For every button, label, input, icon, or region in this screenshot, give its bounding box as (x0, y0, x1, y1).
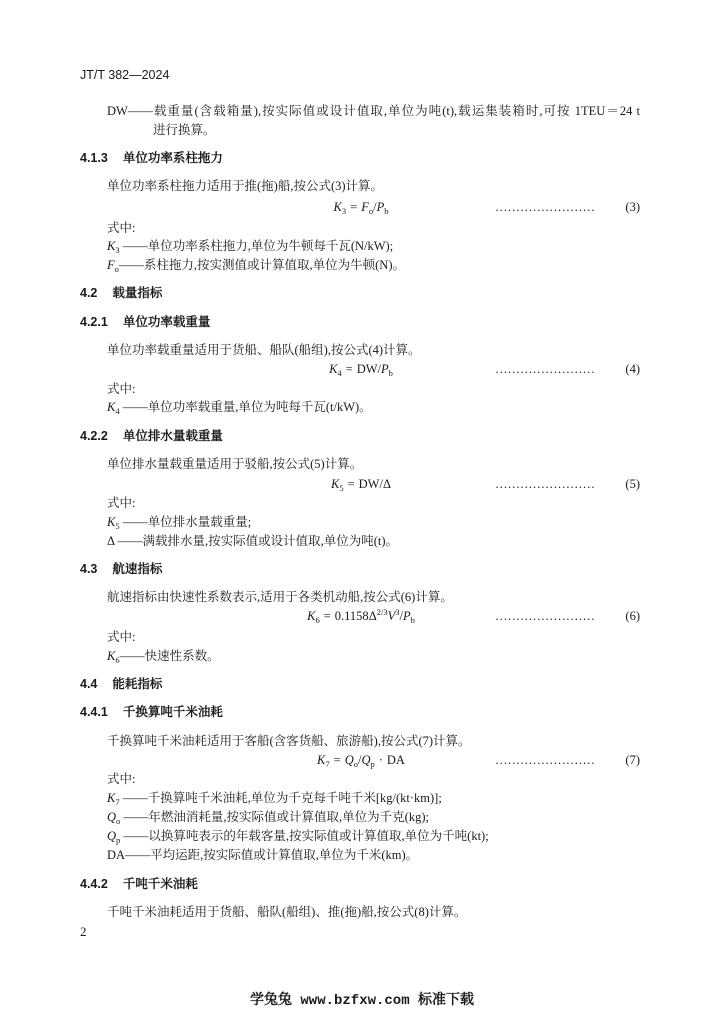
section-title: 千吨千米油耗 (122, 877, 198, 891)
formula-number: (3) (625, 200, 640, 214)
where-label: 式中: (107, 382, 136, 396)
formula-divide: / (373, 200, 377, 214)
definition-k5 (107, 514, 251, 530)
formula-lhs-subscript: 5 (339, 483, 344, 493)
where-label: 式中: (107, 221, 136, 235)
definition-text: ——快速性系数。 (119, 649, 220, 663)
definition-symbol-subscript: 3 (115, 245, 120, 255)
definition-qo (107, 809, 429, 825)
definition-text: ——年燃油消耗量,按实际值或计算值取,单位为千克(kg); (120, 810, 429, 824)
formula-term: DW (356, 362, 378, 376)
formula-leader: …………………… (495, 477, 595, 491)
definition-text: ——系柱拖力,按实测值或计算值取,单位为牛顿(N)。 (118, 258, 405, 272)
section-4-4-2-heading (80, 876, 198, 892)
section-title: 航速指标 (112, 562, 163, 576)
definition-symbol: K (107, 515, 116, 529)
formula-6 (0, 607, 724, 625)
formula-leader: …………………… (495, 362, 595, 376)
formula-leader: …………………… (495, 753, 595, 767)
formula-term: F (361, 200, 369, 214)
section-4-2-heading (80, 285, 162, 301)
formula-equals: = (333, 753, 341, 767)
formula-term: V (387, 609, 396, 623)
formula-5-expression (331, 475, 391, 493)
section-4-3-heading (80, 561, 162, 577)
formula-number: (5) (625, 477, 640, 491)
formula-lhs: K (329, 362, 338, 376)
formula-3 (0, 198, 724, 216)
section-number: 4.2.2 (80, 429, 108, 443)
formula-lhs-subscript: 6 (315, 615, 320, 625)
formula-equals: = (345, 362, 353, 376)
definition-symbol: F (107, 258, 115, 272)
definition-symbol-subscript: 5 (115, 521, 120, 531)
formula-number: (4) (625, 362, 640, 376)
definition-symbol-subscript: o (116, 816, 121, 826)
definition-k6 (107, 648, 220, 664)
definition-symbol-subscript: 6 (115, 655, 120, 665)
section-4-4-2-paragraph: 千吨千米油耗适用于货船、船队(船组)、推(拖)船,按公式(8)计算。 (107, 905, 467, 919)
definition-symbol-subscript: 4 (115, 406, 120, 416)
section-number: 4.3 (80, 562, 98, 576)
section-title: 单位功率系柱拖力 (122, 151, 223, 165)
definition-symbol-subscript: o (114, 264, 119, 274)
formula-lhs-subscript: 7 (325, 759, 330, 769)
dw-symbol: DW (107, 104, 128, 118)
formula-lhs: K (333, 200, 342, 214)
definition-delta (107, 533, 398, 549)
formula-term: Q (344, 753, 354, 767)
section-number: 4.4.2 (80, 877, 108, 891)
definition-text: ——单位排水量载重量; (119, 515, 252, 529)
section-4-1-3-paragraph: 单位功率系柱拖力适用于推(拖)船,按公式(3)计算。 (107, 179, 384, 193)
dw-definition-continuation: 进行换算。 (153, 123, 216, 137)
formula-equals: = (347, 477, 355, 491)
formula-leader: …………………… (495, 609, 595, 623)
formula-divide: / (379, 477, 383, 491)
formula-7-expression (317, 751, 405, 769)
definition-fo (107, 257, 405, 273)
section-number: 4.4.1 (80, 705, 108, 719)
formula-6-expression (307, 607, 415, 625)
definition-symbol: Δ (107, 534, 115, 548)
definition-symbol-subscript: 7 (115, 797, 120, 807)
section-title: 单位功率载重量 (122, 315, 211, 329)
formula-divide: / (377, 362, 382, 376)
formula-equals: = (323, 609, 331, 623)
definition-symbol: K (107, 649, 116, 663)
formula-term: P (376, 200, 385, 214)
definition-da (107, 847, 418, 863)
formula-term-subscript: b (384, 206, 389, 216)
page-number: 2 (80, 924, 87, 939)
formula-multiply-dot: · (378, 753, 383, 767)
section-title: 能耗指标 (112, 677, 163, 691)
where-label: 式中: (107, 496, 136, 510)
definition-symbol: K (107, 239, 116, 253)
formula-equals: = (350, 200, 358, 214)
formula-lhs: K (317, 753, 326, 767)
formula-term: P (381, 362, 389, 376)
dw-definition-text: ——载重量(含载箱量),按实际值或设计值取,单位为吨(t),载运集装箱时,可按 1TEU＝24 t (127, 104, 640, 118)
definition-text: ——满载排水量,按实际值或设计值取,单位为吨(t)。 (114, 534, 399, 548)
standard-code-header: JT/T 382—2024 (80, 68, 170, 82)
formula-number: (6) (625, 609, 640, 623)
formula-4 (0, 360, 724, 378)
section-4-2-1-heading (80, 314, 210, 330)
formula-5 (0, 475, 724, 493)
formula-term: DA (386, 753, 405, 767)
definition-qp (107, 828, 489, 844)
formula-term-subscript: o (353, 759, 358, 769)
formula-7 (0, 751, 724, 769)
download-footer: 学兔兔 www.bzfxw.com 标准下载 (249, 993, 475, 1009)
section-number: 4.4 (80, 677, 98, 691)
formula-term: Q (361, 753, 371, 767)
definition-symbol: Q (107, 829, 117, 843)
section-number: 4.2.1 (80, 315, 108, 329)
formula-term-subscript: p (370, 759, 375, 769)
definition-symbol: K (107, 400, 116, 414)
section-title: 单位排水量载重量 (122, 429, 223, 443)
definition-k7 (107, 790, 442, 806)
where-label: 式中: (107, 772, 136, 786)
definition-symbol: Q (107, 810, 117, 824)
definition-symbol: K (107, 791, 116, 805)
definition-text: ——平均运距,按实际值或计算值取,单位为千米(km)。 (125, 848, 419, 862)
section-4-4-heading (80, 676, 162, 692)
section-number: 4.1.3 (80, 151, 108, 165)
formula-term: P (402, 609, 411, 623)
formula-term: DW (358, 477, 380, 491)
formula-term-exponent: 3 (395, 607, 400, 617)
formula-term: Δ (382, 477, 392, 491)
formula-4-expression (329, 360, 393, 378)
definition-text: ——单位功率系柱拖力,单位为牛顿每千瓦(N/kW); (119, 239, 394, 253)
formula-lhs-subscript: 4 (337, 368, 342, 378)
section-4-3-paragraph: 航速指标由快速性系数表示,适用于各类机动船,按公式(6)计算。 (107, 590, 453, 604)
section-4-2-1-paragraph: 单位功率载重量适用于货船、船队(船组),按公式(4)计算。 (107, 343, 421, 357)
section-title: 载量指标 (112, 286, 163, 300)
formula-term-exponent: 2/3 (376, 607, 388, 617)
formula-lhs: K (307, 609, 316, 623)
definition-text: ——以换算吨表示的年载客量,按实际值或计算值取,单位为千吨(kt); (120, 829, 489, 843)
definition-symbol: DA (107, 848, 126, 862)
definition-k3 (107, 238, 393, 254)
formula-coefficient: 0.1158 (334, 609, 369, 623)
section-4-2-2-heading (80, 428, 223, 444)
section-title: 千换算吨千米油耗 (122, 705, 223, 719)
formula-divide: / (399, 609, 403, 623)
section-4-4-1-paragraph: 千换算吨千米油耗适用于客船(含客货船、旅游船),按公式(7)计算。 (107, 734, 471, 748)
section-4-4-1-heading (80, 704, 223, 720)
formula-divide: / (357, 753, 362, 767)
formula-lhs-subscript: 3 (341, 206, 347, 216)
section-number: 4.2 (80, 286, 98, 300)
formula-number: (7) (625, 753, 640, 767)
formula-3-expression (334, 198, 389, 216)
definition-text: ——千换算吨千米油耗,单位为千克每千吨千米[kg/(kt·km)]; (119, 791, 442, 805)
formula-term: Δ (368, 609, 377, 623)
dw-definition (107, 103, 640, 119)
formula-lhs: K (330, 477, 340, 491)
definition-symbol-subscript: p (116, 835, 121, 845)
definition-text: ——单位功率载重量,单位为吨每千瓦(t/kW)。 (119, 400, 372, 414)
formula-term-subscript: b (388, 368, 393, 378)
formula-leader: …………………… (495, 200, 595, 214)
section-4-2-2-paragraph: 单位排水量载重量适用于驳船,按公式(5)计算。 (107, 457, 363, 471)
section-4-1-3-heading (80, 150, 223, 166)
formula-term-subscript: o (368, 206, 374, 216)
formula-term-subscript: b (410, 615, 415, 625)
where-label: 式中: (107, 630, 136, 644)
definition-k4 (107, 399, 372, 415)
